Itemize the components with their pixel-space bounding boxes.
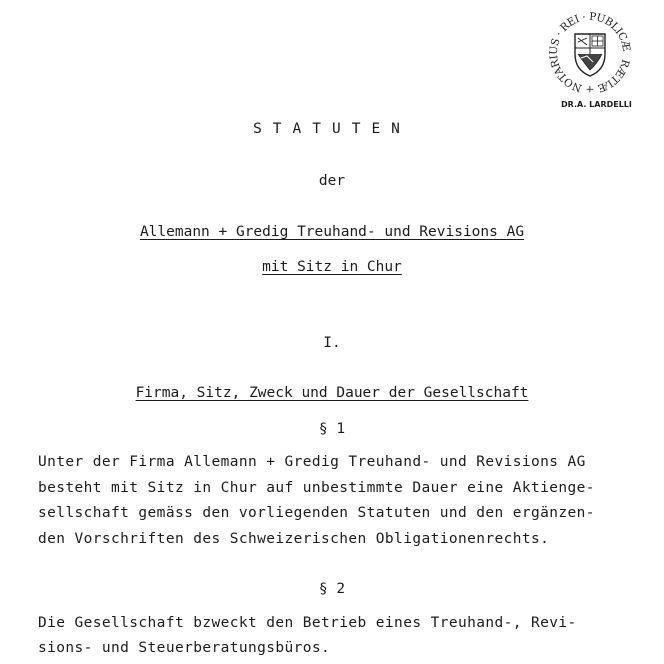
section-number: I. (323, 335, 341, 351)
paragraph-symbol-1: § 1 (318, 421, 346, 437)
svg-text:RÆTIÆ + NOTARIUS · REI · PUBLI: RÆTIÆ + NOTARIUS · REI · PUBLICÆ (547, 10, 633, 96)
section-heading: Firma, Sitz, Zweck und Dauer der Gesellschaft (135, 385, 529, 401)
document-title: STATUTEN (253, 121, 411, 137)
company-seat: mit Sitz in Chur (262, 259, 402, 275)
notary-name: DR.A. LARDELLI (561, 100, 632, 109)
paragraph-symbol-2: § 2 (318, 581, 346, 597)
notary-seal-graphic (545, 8, 635, 98)
company-name: Allemann + Gredig Treuhand- und Revisions AG (139, 224, 525, 240)
paragraph-2-line-1: Die Gesellschaft bzweckt den Betrieb eines Treuhand-, Revi- (38, 615, 577, 631)
notary-seal (545, 8, 635, 98)
paragraph-1-line-4: den Vorschriften des Schweizerischen Obligationenrechts. (38, 531, 550, 547)
header-der: der (318, 173, 346, 189)
paragraph-1-line-1: Unter der Firma Allemann + Gredig Treuhand- und Revisions AG (38, 454, 586, 470)
paragraph-1-line-2: besteht mit Sitz in Chur auf unbestimmte Dauer eine Aktienge- (38, 480, 595, 496)
paragraph-2-line-2: sions- und Steuerberatungsbüros. (38, 640, 331, 656)
paragraph-1-line-3: sellschaft gemäss den vorliegenden Statuten und den ergänzen- (38, 505, 595, 521)
